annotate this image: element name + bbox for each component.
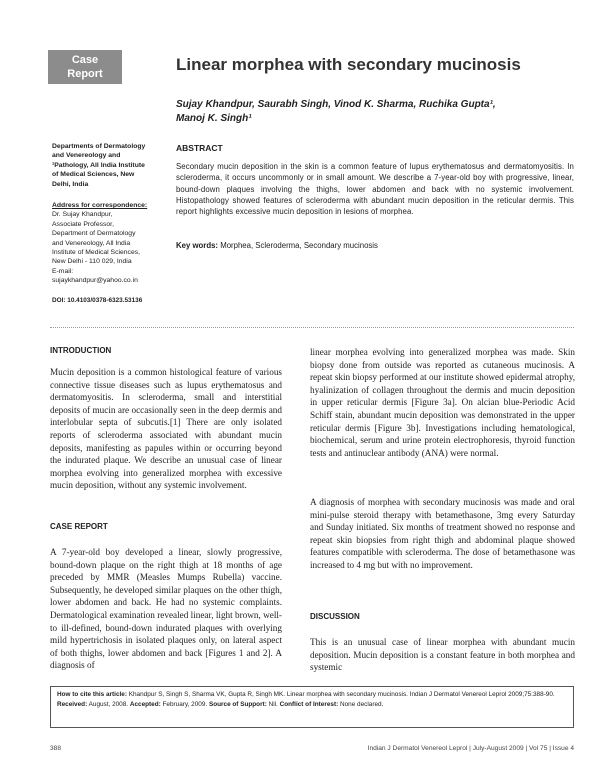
correspondence-heading: Address for correspondence: — [52, 202, 148, 209]
discussion-heading: DISCUSSION — [310, 612, 360, 621]
authors-line2: Manoj K. Singh¹ — [176, 113, 252, 124]
addr-line: and Venereology, All India — [52, 239, 131, 247]
right-paragraph-1: linear morphea evolving into generalized morphea was made. Skin biopsy done from outside was reported as cutaneous mucinosis. A repeat skin biopsy performed at our institute showed epidermal atrophy, hyalinization of collagen throughout the dermis and mucin deposition in upper reticular dermis [Figure 3a]. On alcian blue-Periodic Acid Schiff stain, abundant mucin deposition was demonstrated in the upper reticular dermis [Figure 3b]. Investigations including hematological, biochemical, serum and urine protein electrophoresis, thyroid function tests and antinuclear antibody (ANA) were normal. — [310, 347, 575, 458]
accepted-label: Accepted: — [129, 701, 161, 708]
keywords-values: Morphea, Scleroderma, Secondary mucinosis — [218, 241, 378, 250]
doi[interactable]: DOI: 10.4103/0378-6323.53136 — [52, 297, 143, 304]
received-date: August, 2008. — [87, 701, 130, 708]
affiliation-block — [52, 142, 162, 189]
cite-label: How to cite this article: — [57, 691, 127, 698]
addr-line: Department of Dermatology — [52, 230, 136, 238]
affil-line5: Delhi, India — [52, 180, 89, 188]
received-label: Received: — [57, 701, 88, 708]
affil-line3: ¹Pathology, All India Institute — [52, 161, 145, 169]
author-list — [176, 98, 566, 126]
addr-line: Dr. Sujay Khandpur, — [52, 211, 113, 219]
addr-line: Associate Professor, — [52, 220, 114, 228]
abstract-heading: ABSTRACT — [176, 143, 223, 153]
dates-line — [57, 700, 567, 710]
affil-line4: of Medical Sciences, New — [52, 171, 135, 179]
affil-line2: and Venereology and — [52, 152, 121, 160]
support-value: Nil. — [266, 701, 280, 708]
article-type-tag — [48, 50, 122, 84]
section-divider — [50, 327, 574, 328]
support-label: Source of Support: — [208, 701, 267, 708]
conflict-value: None declared. — [338, 701, 384, 708]
accepted-date: February, 2009. — [160, 701, 209, 708]
intro-heading: INTRODUCTION — [50, 346, 112, 355]
discussion-paragraph: This is an unusual case of linear morphea with abundant mucin deposition. Mucin deposition is a constant feature in both morphea and systemic — [310, 637, 575, 673]
tag-line1: Case — [71, 54, 99, 66]
conflict-label: Conflict of Interest: — [279, 701, 339, 708]
keywords — [176, 241, 574, 250]
case-report-paragraph: A 7-year-old boy developed a linear, slowly progressive, bound-down plaque on the right thigh at 18 months of age preceded by MMR (Measles Mumps Rubella) vaccine. Subsequently, he developed similar plaques on the other thigh, lower abdomen and back. He had no systemic complaints. Dermatological examination revealed linear, light brown, well- to ill-defined, bound-down indurated plaques with overlying mild hypertrichosis in isolated plaques only, on lateral aspect of both thighs, lower abdomen and back [Figures 1 and 2]. A diagnosis of — [50, 547, 282, 671]
email-link[interactable]: sujaykhandpur@yahoo.co.in — [52, 277, 138, 285]
case-report-heading: CASE REPORT — [50, 522, 108, 531]
intro-paragraph: Mucin deposition is a common histological feature of various connective tissue diseases such as lupus erythematosus and dermatomyositis. In scleroderma, small and interstitial deposits of mucin are occasionally seen in the deep dermis and interlobular septa of subcutis.[1] There are only isolated reports of scleroderma associated with abundant mucin deposits, manifesting as papules within or occurring beyond the indurated plaque. We describe an unusual case of linear morphea evolving into generalized morphea with excessive mucin deposition, without any systemic involvement. — [50, 367, 282, 491]
abstract-text: Secondary mucin deposition in the skin is a common feature of lupus erythematosus and dermatomyositis. In scleroderma, it occurs uncommonly or in small amount. We describe a 7-year-old boy with progressive, linear, bound-down plaques involving the thighs, lower abdomen and back with no systemic involvement. Histopathology showed features of scleroderma with abundant mucin deposition in the reticular dermis. This report highlights excessive mucin deposition in lesions of morphea. — [176, 162, 574, 217]
authors-line1: Sujay Khandpur, Saurabh Singh, Vinod K. Sharma, Ruchika Gupta¹, — [176, 99, 496, 110]
cite-line — [57, 690, 567, 700]
right-paragraph-2: A diagnosis of morphea with secondary mucinosis was made and oral mini-pulse steroid therapy with betamethasone, 3mg every Saturday and Sunday initiated. Six months of treatment showed no response and repeat skin biopsies from right thigh and abdominal plaque showed features compatible with scleroderma. The dose of betamethasone was increased to 4 mg but with no improvement. — [310, 497, 575, 570]
addr-line: Institute of Medical Sciences, — [52, 249, 141, 257]
page-footer — [50, 745, 574, 752]
page-number: 388 — [50, 745, 62, 752]
keywords-label: Key words: — [176, 241, 219, 250]
citation-box — [50, 686, 574, 728]
cite-text: Khandpur S, Singh S, Sharma VK, Gupta R, Singh MK. Linear morphea with secondary mucinosis. Indian J Dermatol Venereol Leprol 2009;75:388-90. — [126, 691, 555, 698]
addr-line: New Delhi - 110 029, India — [52, 258, 132, 266]
article-title: Linear morphea with secondary mucinosis — [176, 55, 521, 74]
tag-line2: Report — [67, 68, 103, 80]
addr-line: E-mail: — [52, 267, 74, 275]
journal-info: Indian J Dermatol Venereol Leprol | July-August 2009 | Vol 75 | Issue 4 — [367, 745, 574, 752]
correspondence-block — [52, 201, 162, 286]
affil-line1: Departments of Dermatology — [52, 143, 146, 150]
